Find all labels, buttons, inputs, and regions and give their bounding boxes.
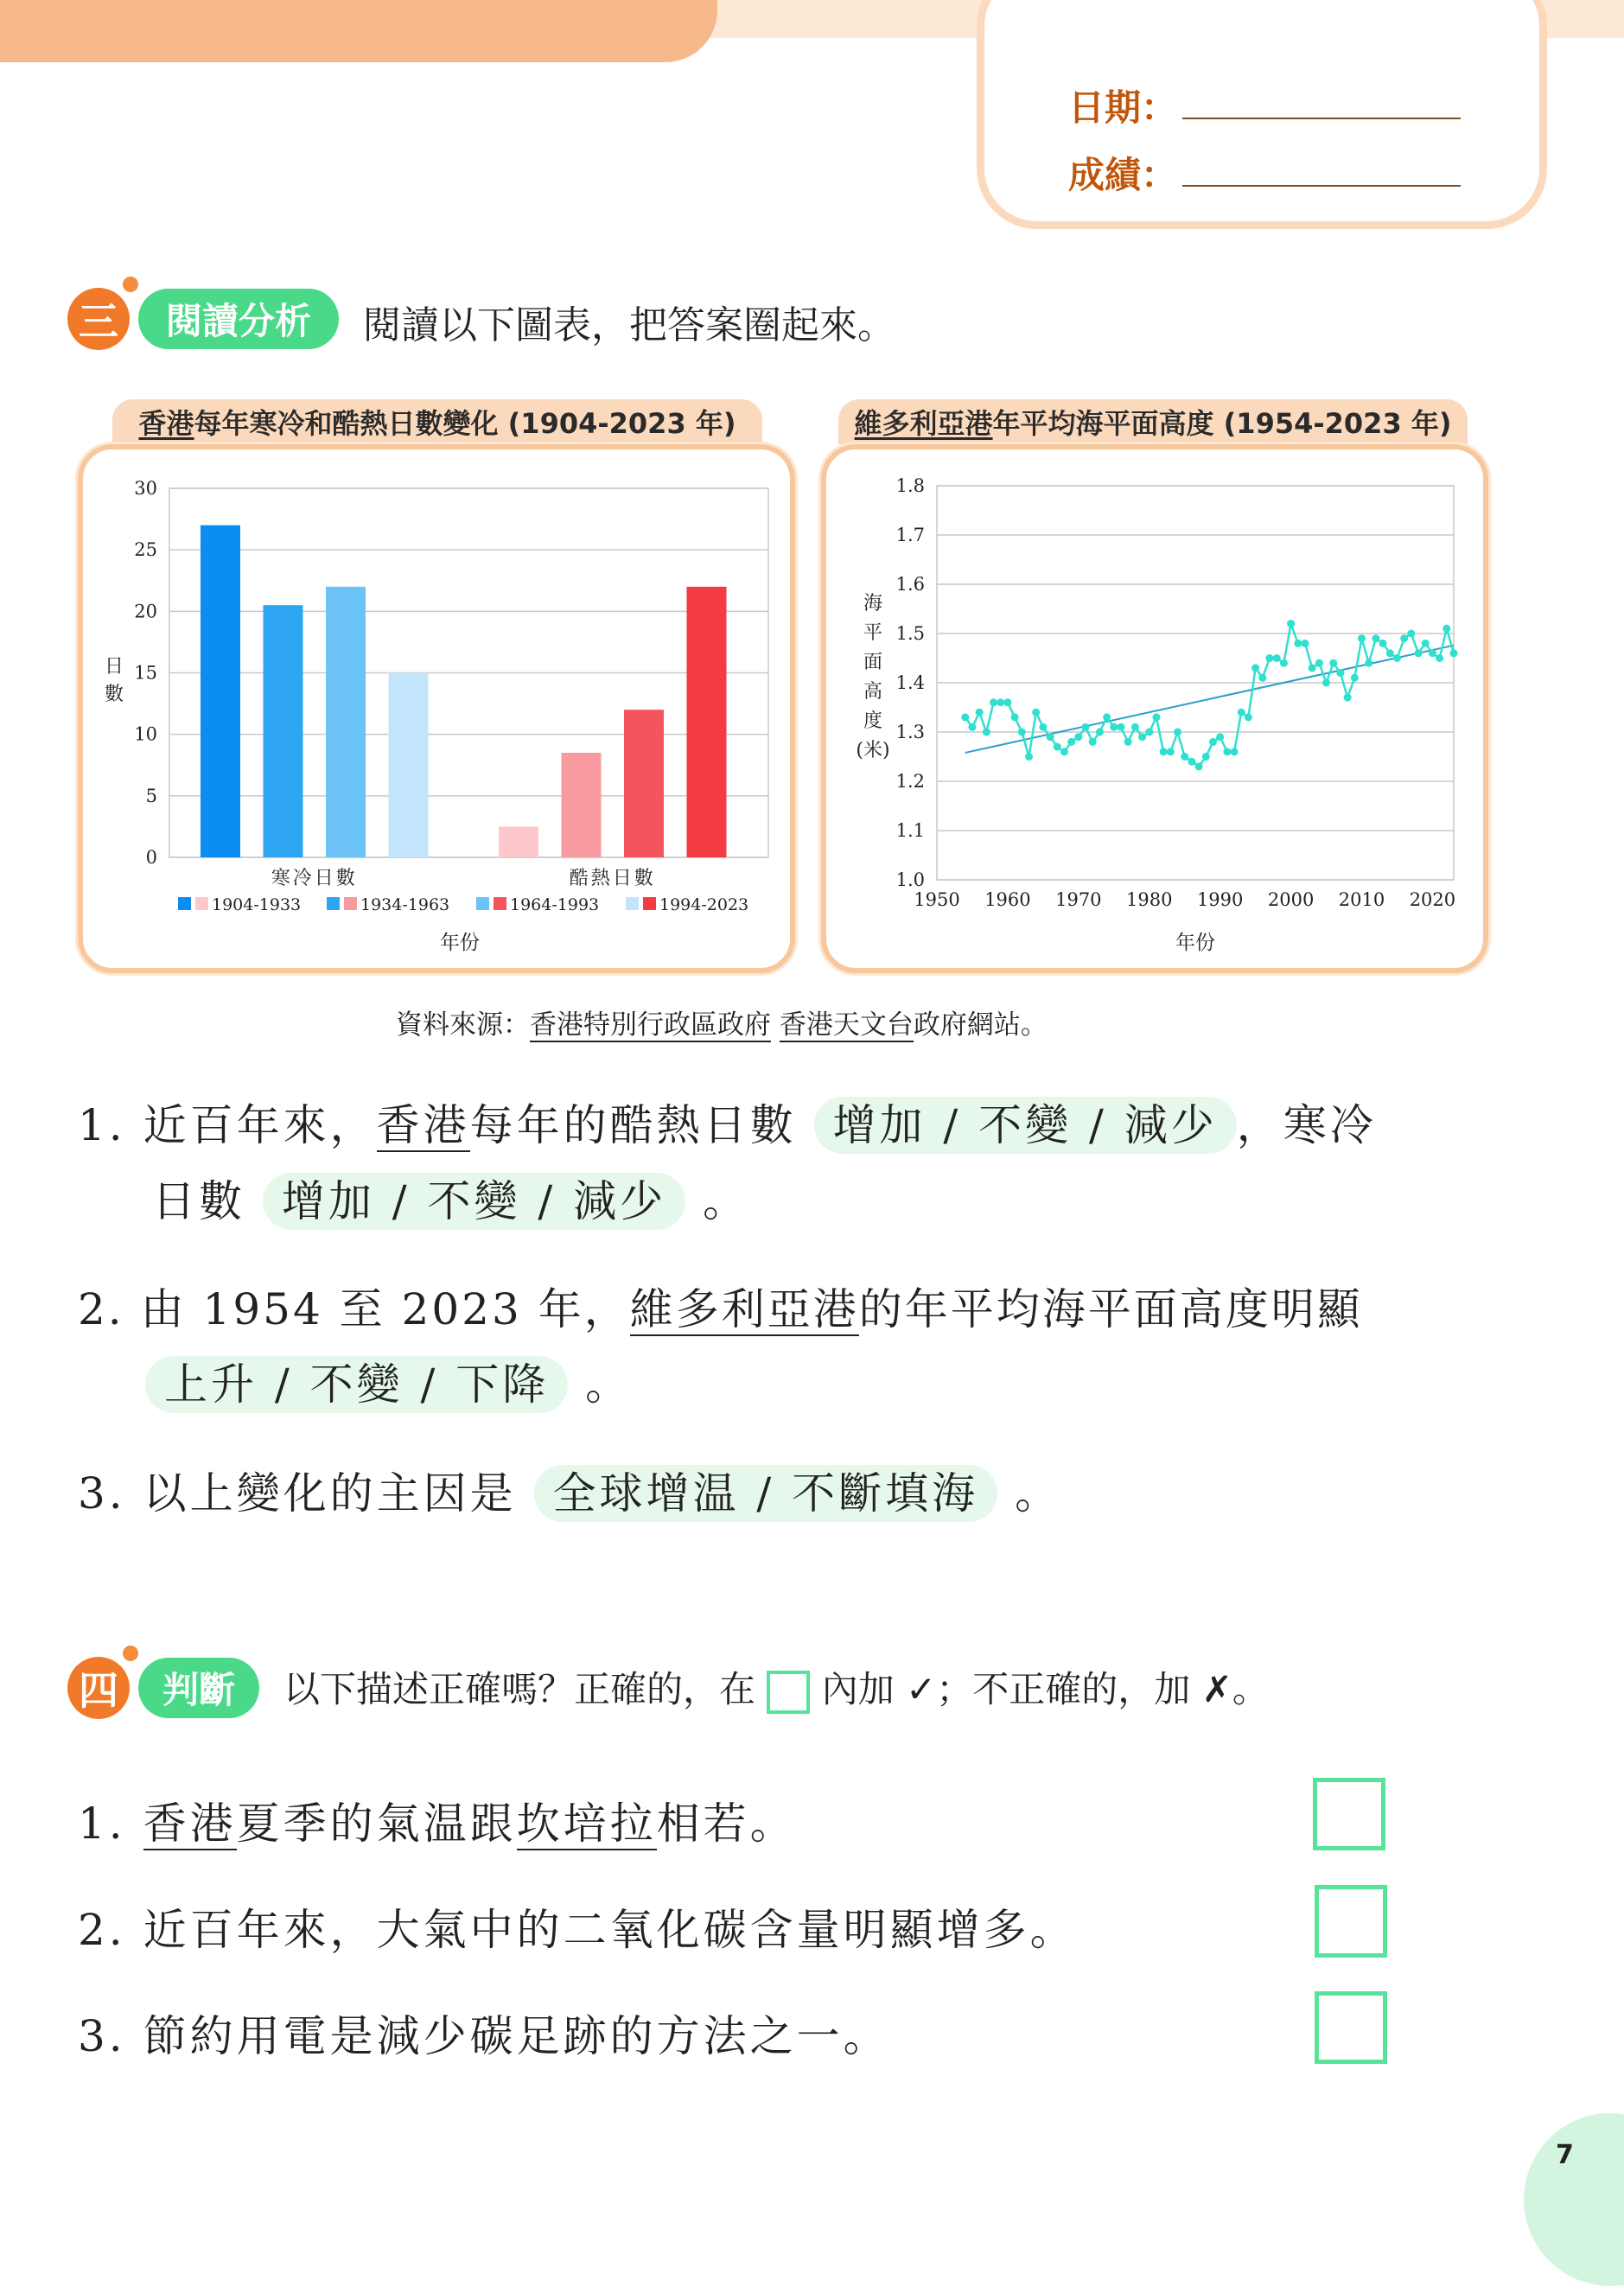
top-stripe — [0, 0, 717, 62]
data-point — [1245, 713, 1252, 721]
data-point — [1082, 723, 1090, 731]
section-pill-reading-analysis: 閱讀分析 — [138, 289, 339, 349]
q3-item-2-line2 — [145, 1350, 632, 1412]
answer-checkbox-2[interactable] — [1315, 1885, 1387, 1958]
data-point — [1181, 753, 1188, 761]
data-point — [1202, 753, 1210, 761]
section-dot-icon — [123, 277, 138, 292]
data-point — [990, 698, 997, 706]
data-point — [1365, 659, 1372, 667]
q3-text: 近百年來， — [143, 1100, 377, 1150]
x-group-label: 酷熱日數 — [569, 868, 656, 889]
data-point — [1231, 748, 1239, 755]
bar — [264, 605, 303, 857]
data-point — [1145, 729, 1153, 736]
q3-place: 維多利亞港 — [629, 1284, 859, 1334]
y-tick-label: 0 — [145, 847, 157, 868]
q3-number: 2. — [78, 1284, 124, 1334]
q4-item-2 — [78, 1895, 1077, 1958]
data-point — [997, 698, 1004, 706]
chart2-title-rest: 年平均海平面高度 (1954-2023 年) — [992, 407, 1452, 440]
data-point — [1089, 738, 1097, 746]
instruction-text: 內加 ✓；不正確的，加 ✗。 — [821, 1668, 1269, 1710]
legend-label: 1964-1993 — [510, 895, 600, 914]
chart2-title-place: 維多利亞港 — [854, 407, 993, 440]
q4-text: 相若。 — [656, 1799, 797, 1849]
data-source — [396, 1003, 1048, 1041]
q4-text: 近百年來，大氣中的二氧化碳含量明顯增多。 — [143, 1905, 1077, 1955]
data-point — [1393, 654, 1401, 662]
answer-checkbox-1[interactable] — [1313, 1778, 1385, 1850]
legend-swatch — [476, 897, 489, 910]
y-axis-label: 高 — [863, 681, 883, 703]
data-point — [1251, 664, 1259, 672]
y-tick-label: 30 — [134, 478, 157, 499]
data-point — [1436, 654, 1443, 662]
data-point — [1223, 748, 1231, 755]
data-point — [1067, 738, 1075, 746]
data-point — [1422, 640, 1430, 647]
data-point — [1309, 664, 1316, 672]
y-tick-label: 25 — [134, 539, 157, 561]
data-point — [1188, 758, 1195, 766]
data-point — [1351, 674, 1359, 682]
y-tick-label: 1.7 — [895, 525, 925, 545]
data-point — [1152, 713, 1160, 721]
data-point — [1131, 723, 1139, 731]
q4-text: 夏季的氣温跟 — [236, 1799, 517, 1849]
q3-text: 由 1954 至 2023 年， — [140, 1284, 630, 1334]
data-point — [1216, 733, 1224, 741]
data-point — [1209, 738, 1217, 746]
data-point — [1138, 733, 1146, 741]
data-point — [1011, 713, 1019, 721]
section-number-three: 三 — [67, 288, 130, 350]
data-point — [1386, 649, 1394, 657]
chart1-frame — [78, 444, 795, 973]
data-point — [1294, 640, 1302, 647]
data-point — [1167, 748, 1175, 755]
date-field[interactable] — [1182, 116, 1461, 119]
y-tick-label: 1.6 — [895, 574, 925, 595]
data-point — [1110, 723, 1118, 731]
x-axis-label: 年份 — [440, 932, 480, 954]
q3-text: 以上變化的主因是 — [143, 1468, 517, 1519]
y-axis-label: 度 — [863, 710, 883, 732]
y-tick-label: 20 — [134, 601, 157, 622]
q3-text: 的年平均海平面高度明顯 — [858, 1284, 1363, 1334]
q4-item-3 — [78, 2002, 890, 2064]
x-tick-label: 1980 — [1126, 889, 1173, 910]
legend-swatch — [178, 897, 191, 910]
data-point — [1450, 649, 1458, 657]
answer-options[interactable]: 全球增温 / 不斷填海 — [534, 1465, 998, 1522]
q3-item-1-line1 — [78, 1091, 1377, 1153]
data-point — [1344, 694, 1352, 702]
q4-place: 坎培拉 — [516, 1799, 657, 1849]
data-point — [1054, 743, 1061, 751]
q4-number: 1. — [78, 1799, 126, 1849]
y-tick-label: 15 — [134, 662, 157, 684]
x-tick-label: 1950 — [914, 889, 960, 910]
data-point — [1074, 733, 1082, 741]
data-point — [1238, 709, 1245, 716]
instruction-text: 以下描述正確嗎？正確的，在 — [283, 1668, 756, 1710]
y-tick-label: 1.3 — [895, 722, 925, 742]
page-number-badge — [1524, 2113, 1624, 2286]
q3-text: 。 — [585, 1360, 633, 1410]
data-point — [1266, 654, 1274, 662]
y-tick-label: 10 — [134, 723, 157, 745]
q3-item-1-line2 — [152, 1167, 749, 1229]
score-label: 成績： — [1068, 154, 1178, 196]
chart1-title-rest: 每年寒冷和酷熱日數變化 (1904-2023 年) — [194, 407, 736, 440]
legend-label: 1994-2023 — [659, 895, 749, 914]
data-point — [1336, 669, 1344, 677]
q3-item-2-line1 — [78, 1275, 1363, 1337]
data-point — [1315, 659, 1323, 667]
x-tick-label: 1970 — [1055, 889, 1102, 910]
data-point — [1280, 659, 1288, 667]
data-point — [1003, 698, 1011, 706]
q3-text: 日數 — [152, 1176, 245, 1226]
q4-text: 節約用電是減少碳足跡的方法之一。 — [143, 2011, 890, 2061]
legend-swatch — [195, 897, 208, 910]
y-axis-label: 平 — [863, 622, 883, 644]
source-org1: 香港特別行政區政府 — [530, 1009, 771, 1041]
q3-text: 。 — [1015, 1468, 1062, 1519]
sea-level-line-chart — [826, 449, 1483, 968]
q3-text: 。 — [703, 1176, 750, 1226]
answer-options[interactable]: 上升 / 不變 / 下降 — [145, 1356, 568, 1413]
data-point — [1329, 659, 1337, 667]
source-org2: 香港天文台 — [779, 1009, 914, 1041]
q4-number: 3. — [78, 2011, 126, 2061]
bar — [201, 525, 240, 857]
q3-text: ，寒冷 — [1236, 1100, 1377, 1150]
x-tick-label: 1960 — [984, 889, 1031, 910]
source-prefix: 資料來源： — [396, 1009, 530, 1041]
source-suffix: 政府網站。 — [913, 1009, 1048, 1041]
q3-item-3 — [78, 1459, 1061, 1521]
data-point — [1442, 625, 1450, 633]
data-point — [1103, 713, 1111, 721]
answer-options[interactable]: 增加 / 不變 / 減少 — [814, 1097, 1237, 1154]
data-point — [1160, 748, 1168, 755]
bar — [562, 753, 602, 857]
legend-swatch — [626, 897, 639, 910]
y-axis-label: 面 — [863, 652, 883, 673]
data-point — [1287, 620, 1295, 627]
data-point — [1025, 753, 1033, 761]
x-tick-label: 2020 — [1409, 889, 1456, 910]
date-label: 日期： — [1068, 86, 1178, 129]
page-number: 7 — [1556, 2140, 1574, 2170]
data-point — [1372, 634, 1379, 642]
data-point — [1400, 634, 1408, 642]
answer-checkbox-3[interactable] — [1315, 1991, 1387, 2064]
q4-place: 香港 — [143, 1799, 237, 1849]
data-point — [1060, 748, 1068, 755]
section-dot-icon — [123, 1646, 138, 1661]
chart1-title — [112, 399, 762, 444]
data-point — [1429, 649, 1436, 657]
x-tick-label: 2000 — [1267, 889, 1315, 910]
data-point — [1301, 640, 1309, 647]
data-point — [1174, 729, 1181, 736]
data-point — [1358, 634, 1366, 642]
bar — [687, 587, 727, 857]
y-axis-label: 日 — [104, 656, 124, 678]
y-axis-label: 海 — [863, 593, 883, 614]
legend-label: 1934-1963 — [360, 895, 450, 914]
data-point — [1032, 709, 1040, 716]
y-tick-label: 1.8 — [895, 475, 925, 496]
section-instruction: 閱讀以下圖表，把答案圈起來。 — [363, 303, 895, 347]
chart2-title — [838, 399, 1468, 444]
cold-hot-days-bar-chart — [83, 449, 790, 968]
data-point — [1047, 733, 1054, 741]
data-point — [1096, 729, 1104, 736]
data-point — [976, 709, 984, 716]
y-tick-label: 5 — [145, 785, 157, 806]
y-tick-label: 1.1 — [895, 820, 925, 841]
score-field[interactable] — [1182, 183, 1461, 187]
data-point — [1322, 679, 1330, 687]
answer-options[interactable]: 增加 / 不變 / 減少 — [263, 1173, 685, 1230]
data-point — [1415, 649, 1423, 657]
bar — [624, 710, 664, 857]
y-tick-label: 1.5 — [895, 623, 925, 644]
section-pill-judgement: 判斷 — [138, 1658, 259, 1718]
data-point — [1273, 654, 1281, 662]
q3-number: 3. — [78, 1468, 126, 1519]
legend-swatch — [643, 897, 656, 910]
y-axis-label: 數 — [104, 684, 124, 705]
data-point — [1018, 729, 1026, 736]
x-tick-label: 2010 — [1338, 889, 1385, 910]
x-group-label: 寒冷日數 — [271, 868, 358, 889]
checkbox-icon — [767, 1671, 810, 1714]
legend-swatch — [344, 897, 357, 910]
data-point — [1258, 674, 1266, 682]
chart2-frame — [821, 444, 1488, 973]
x-tick-label: 1990 — [1196, 889, 1244, 910]
data-point — [1117, 723, 1124, 731]
legend-swatch — [327, 897, 340, 910]
date-score-card — [977, 0, 1547, 229]
chart1-title-place: 香港 — [138, 407, 194, 440]
y-tick-label: 1.4 — [895, 672, 925, 693]
bar — [326, 587, 366, 857]
section-number-four: 四 — [67, 1657, 130, 1719]
q4-item-1 — [78, 1789, 797, 1851]
trend-line — [965, 646, 1454, 753]
x-axis-label: 年份 — [1175, 932, 1215, 954]
data-point — [961, 713, 969, 721]
data-point — [1195, 762, 1203, 770]
q3-text: 每年的酷熱日數 — [469, 1100, 797, 1150]
data-point — [1124, 738, 1132, 746]
data-point — [1379, 640, 1387, 647]
data-point — [968, 723, 976, 731]
legend-swatch — [494, 897, 506, 910]
data-point — [1407, 630, 1415, 638]
data-point — [1039, 723, 1047, 731]
data-point — [983, 729, 990, 736]
bar — [389, 673, 429, 858]
q3-number: 1. — [78, 1100, 126, 1150]
y-tick-label: 1.2 — [895, 771, 925, 792]
legend-label: 1904-1933 — [212, 895, 302, 914]
section4-instruction — [283, 1661, 1269, 1714]
y-axis-label: (米) — [856, 740, 890, 761]
bar — [499, 826, 538, 857]
q3-place: 香港 — [376, 1100, 470, 1150]
q4-number: 2. — [78, 1905, 126, 1955]
y-tick-label: 1.0 — [895, 869, 925, 890]
